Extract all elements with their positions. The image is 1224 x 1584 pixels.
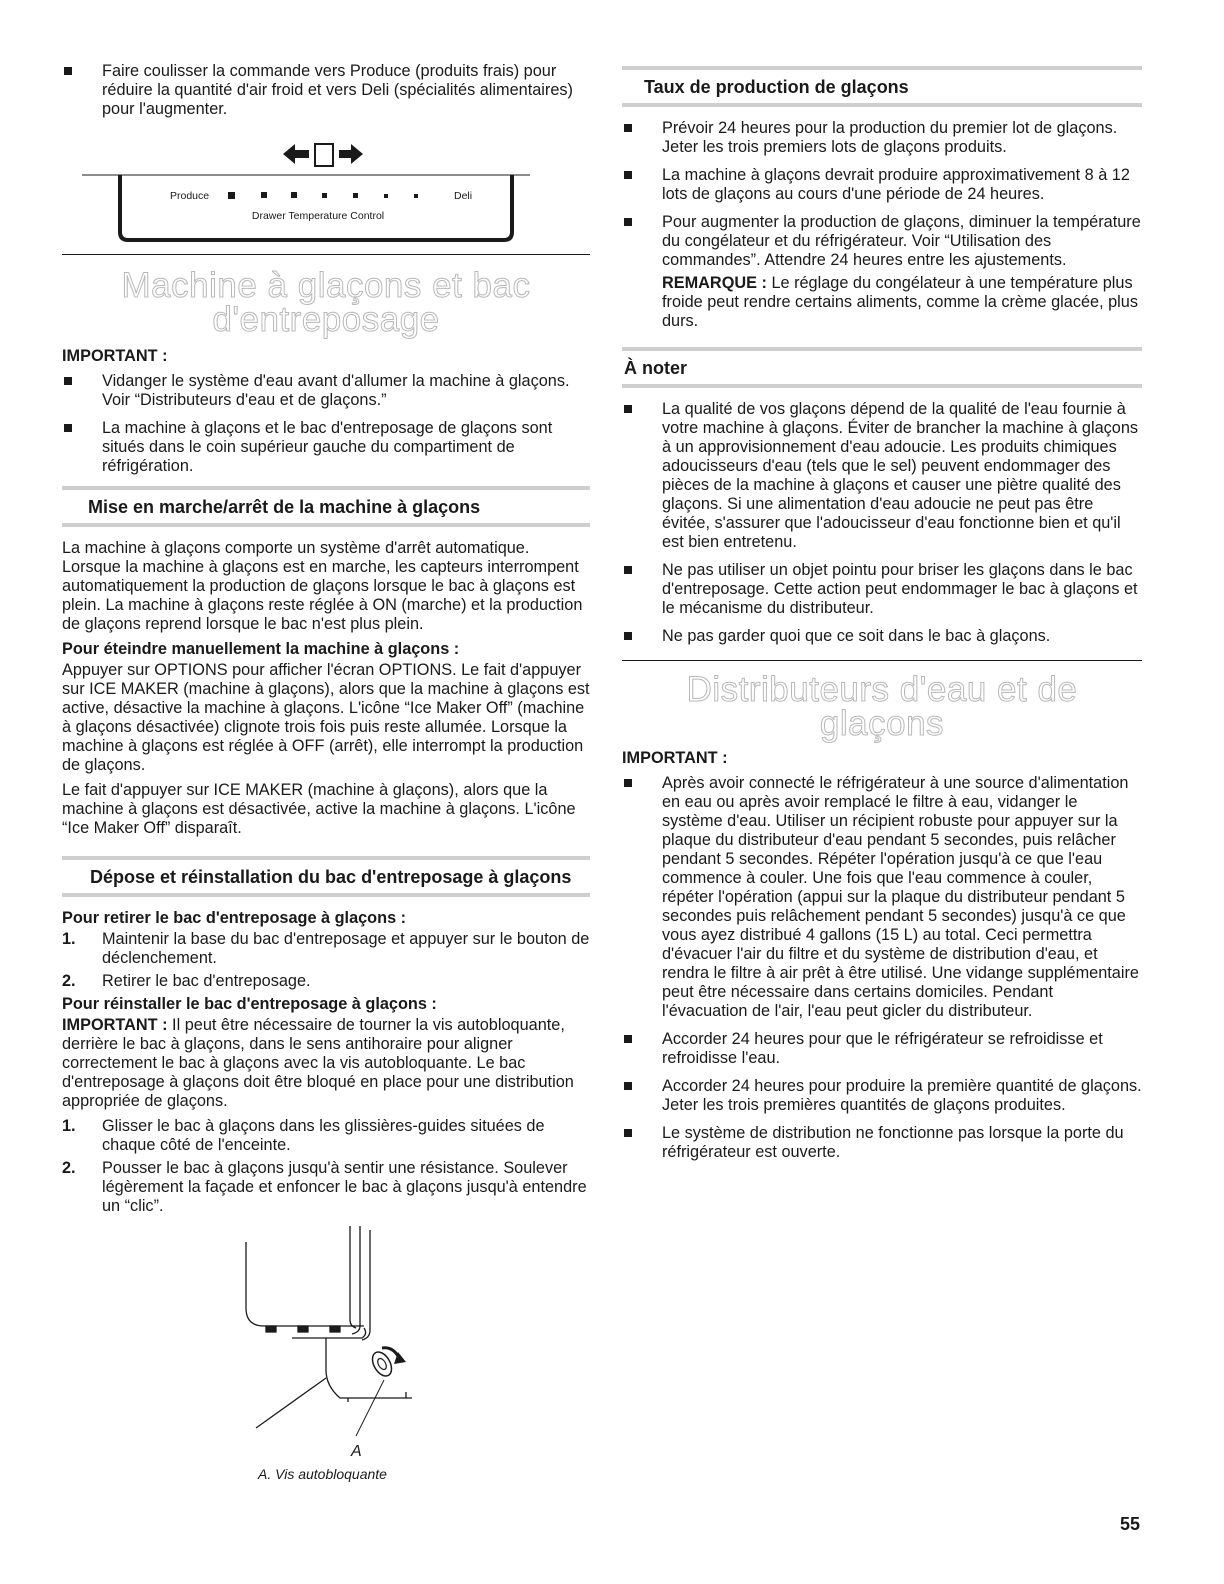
heading-bin <box>62 856 590 897</box>
list-item <box>62 1117 590 1155</box>
important-label: IMPORTANT : <box>62 347 168 365</box>
section-title-ice-maker <box>62 266 590 339</box>
list-item: Ne pas utiliser un objet pointu pour briser les glaçons dans le bac d'entreposage. Cette action peut endommager le bac à glaçons et le mécanisme du distributeur. <box>622 561 1142 618</box>
heading-bin-text: Dépose et réinstallation du bac d'entreposage à glaçons <box>90 867 572 887</box>
heading-production-rate <box>622 66 1142 107</box>
step-number: 1. <box>62 1117 76 1135</box>
figure-caption: A. Vis autobloquante <box>258 1466 387 1482</box>
list-item: Pour augmenter la production de glaçons, diminuer la température du congélateur et du réfrigérateur. Voir “Utilisation des commandes”. Attendre 24 heures entre les ajustements. <box>622 213 1142 270</box>
heading-notes-text: À noter <box>624 358 687 378</box>
list-item: La machine à glaçons devrait produire approximativement 8 à 12 lots de glaçons au cours d'une période de 24 heures. <box>622 166 1142 204</box>
subheading: Pour éteindre manuellement la machine à glaçons : <box>62 640 460 658</box>
section-rule <box>62 254 590 255</box>
figure-letter: A <box>351 1443 362 1460</box>
list-item: Prévoir 24 heures pour la production du premier lot de glaçons. Jeter les trois premiers lots de glaçons produits. <box>622 119 1142 157</box>
list-item <box>62 972 590 991</box>
step-number: 1. <box>62 930 76 948</box>
step-number: 2. <box>62 972 76 990</box>
slider-arrows-icon <box>283 144 363 166</box>
produce-label: Produce <box>170 190 210 202</box>
right-column <box>622 66 1142 1171</box>
important-text: Il peut être nécessaire de tourner la vis autobloquante, derrière le bac à glaçons, dans le sens antihoraire pour aligner correctement le bac à glaçons avec la vis autobloquante. Le bac d'entreposage à glaçons doit être bloqué en place pour une distribution appropriée de glaçons. <box>62 1016 574 1110</box>
section-title-line-1: Machine à glaçons et bac <box>121 266 531 305</box>
section-title-line-2: d'entreposage <box>212 300 440 339</box>
drawer-temperature-control-figure <box>62 128 590 246</box>
deli-label: Deli <box>454 190 473 202</box>
list-item: Le système de distribution ne fonctionne pas lorsque la porte du réfrigérateur est ouverte. <box>622 1124 1142 1162</box>
heading-notes <box>622 347 1142 388</box>
paragraph: La machine à glaçons comporte un système d'arrêt automatique. Lorsque la machine à glaçons est en marche, les capteurs interrompent automatiquement la production de glaçons lorsque le bac à glaçons est plein. La machine à glaçons reste réglée à ON (marche) et la production de glaçons reprend lorsque le bac n'est plus plein. <box>62 539 583 633</box>
list-item: Vidanger le système d'eau avant d'allumer la machine à glaçons. Voir “Distributeurs d'eau et de glaçons.” <box>62 372 590 410</box>
left-column <box>62 62 590 1220</box>
list-item: La qualité de vos glaçons dépend de la qualité de l'eau fournie à votre machine à glaçons. Éviter de brancher la machine à glaçons à un approvisionnement d'eau adoucie. Les produits chimiques adoucisseurs d'eau (tels que le sel) peuvent endommager des pièces de la machine à glaçons et causer une piètre qualité des glaçons. Si une alimentation d'eau adoucie ne peut pas être évitée, s'assurer que l'adoucisseur d'eau fonctionne bien et qu'il est bien entretenu. <box>622 400 1142 552</box>
list-item <box>62 1159 590 1216</box>
step-text: Maintenir la base du bac d'entreposage et appuyer sur le bouton de déclenchement. <box>102 930 590 967</box>
subheading: Pour retirer le bac d'entreposage à glaçons : <box>62 909 407 927</box>
heading-on-off-text: Mise en marche/arrêt de la machine à glaçons <box>88 497 481 517</box>
list-item: Ne pas garder quoi que ce soit dans le bac à glaçons. <box>622 627 1142 646</box>
heading-production-rate-text: Taux de production de glaçons <box>644 77 909 97</box>
step-text: Retirer le bac d'entreposage. <box>102 972 311 990</box>
heading-on-off <box>62 486 590 527</box>
list-item: La machine à glaçons et le bac d'entreposage de glaçons sont situés dans le coin supérieur gauche du compartiment de réfrigération. <box>62 419 590 476</box>
list-item: Accorder 24 heures pour produire la première quantité de glaçons. Jeter les trois premières quantités de glaçons produites. <box>622 1077 1142 1115</box>
paragraph: Le fait d'appuyer sur ICE MAKER (machine à glaçons), alors que la machine à glaçons est désactivée, active la machine à glaçons. L'icône “Ice Maker Off” disparaît. <box>62 781 576 837</box>
page-number: 55 <box>1119 1514 1140 1534</box>
subheading: Pour réinstaller le bac d'entreposage à glaçons : <box>62 995 437 1013</box>
step-text: Pousser le bac à glaçons jusqu'à sentir une résistance. Soulever légèrement la façade et enfoncer le bac à glaçons jusqu'à entendre un “clic”. <box>102 1159 587 1215</box>
list-item <box>62 930 590 968</box>
important-label: IMPORTANT : <box>622 749 728 767</box>
step-number: 2. <box>62 1159 76 1177</box>
note-paragraph <box>622 274 1142 331</box>
paragraph: Appuyer sur OPTIONS pour afficher l'écran OPTIONS. Le fait d'appuyer sur ICE MAKER (machine à glaçons), alors que la machine à glaçons est active, désactive la machine à glaçons. L'icône “Ice Maker Off” (machine à glaçons désactivée) clignote trois fois puis reste allumée. Lorsque la machine à glaçons est réglée à OFF (arrêt), elle interrompt la production de glaçons. <box>62 661 590 774</box>
section-rule <box>622 660 1142 661</box>
note-label: REMARQUE : <box>662 274 767 292</box>
locking-screw-icon <box>369 1348 406 1380</box>
intro-bullet: Faire coulisser la commande vers Produce (produits frais) pour réduire la quantité d'air froid et vers Deli (spécialités alimentaires) pour l'augmenter. <box>62 62 590 119</box>
section-title-dispensers: Distributeurs d'eau et de glaçons <box>686 670 1078 743</box>
step-text: Glisser le bac à glaçons dans les glissières-guides situées de chaque côté de l'enceinte. <box>102 1117 545 1154</box>
list-item: Après avoir connecté le réfrigérateur à une source d'alimentation en eau ou après avoir remplacé le filtre à eau, vidanger le système d'eau. Utiliser un récipient robuste pour appuyer sur la plaque du distributeur d'eau pendant 5 secondes, puis relâcher pendant 5 secondes. Répéter l'opération jusqu'à ce que l'eau commence à couler. Une fois que l'eau commence à couler, répéter l'opération (appui sur la plaque du distributeur pendant 5 secondes puis relâchement pendant 5 secondes) jusqu'à ce que vous ayez distribué 4 gallons (15 L) au total. Ceci permettra d'évacuer l'air du filtre et du système de distribution d'eau, et rendra le filtre à air prêt à être utilisé. Une vidange supplémentaire peut être nécessaire dans certains domiciles. Pendant l'évacuation de l'air, l'eau peut gicler du distributeur. <box>622 774 1142 1021</box>
list-item: Accorder 24 heures pour que le réfrigérateur se refroidisse et refroidisse l'eau. <box>622 1030 1142 1068</box>
temperature-dots <box>228 192 418 199</box>
ice-bin-illustration <box>222 1222 462 1482</box>
important-label: IMPORTANT : <box>62 1016 168 1034</box>
important-paragraph <box>62 1016 590 1111</box>
note-text: Le réglage du congélateur à une température plus froide peut rendre certains aliments, comme la crème glacée, plus durs. <box>662 274 1138 330</box>
drawer-control-caption: Drawer Temperature Control <box>251 210 385 222</box>
